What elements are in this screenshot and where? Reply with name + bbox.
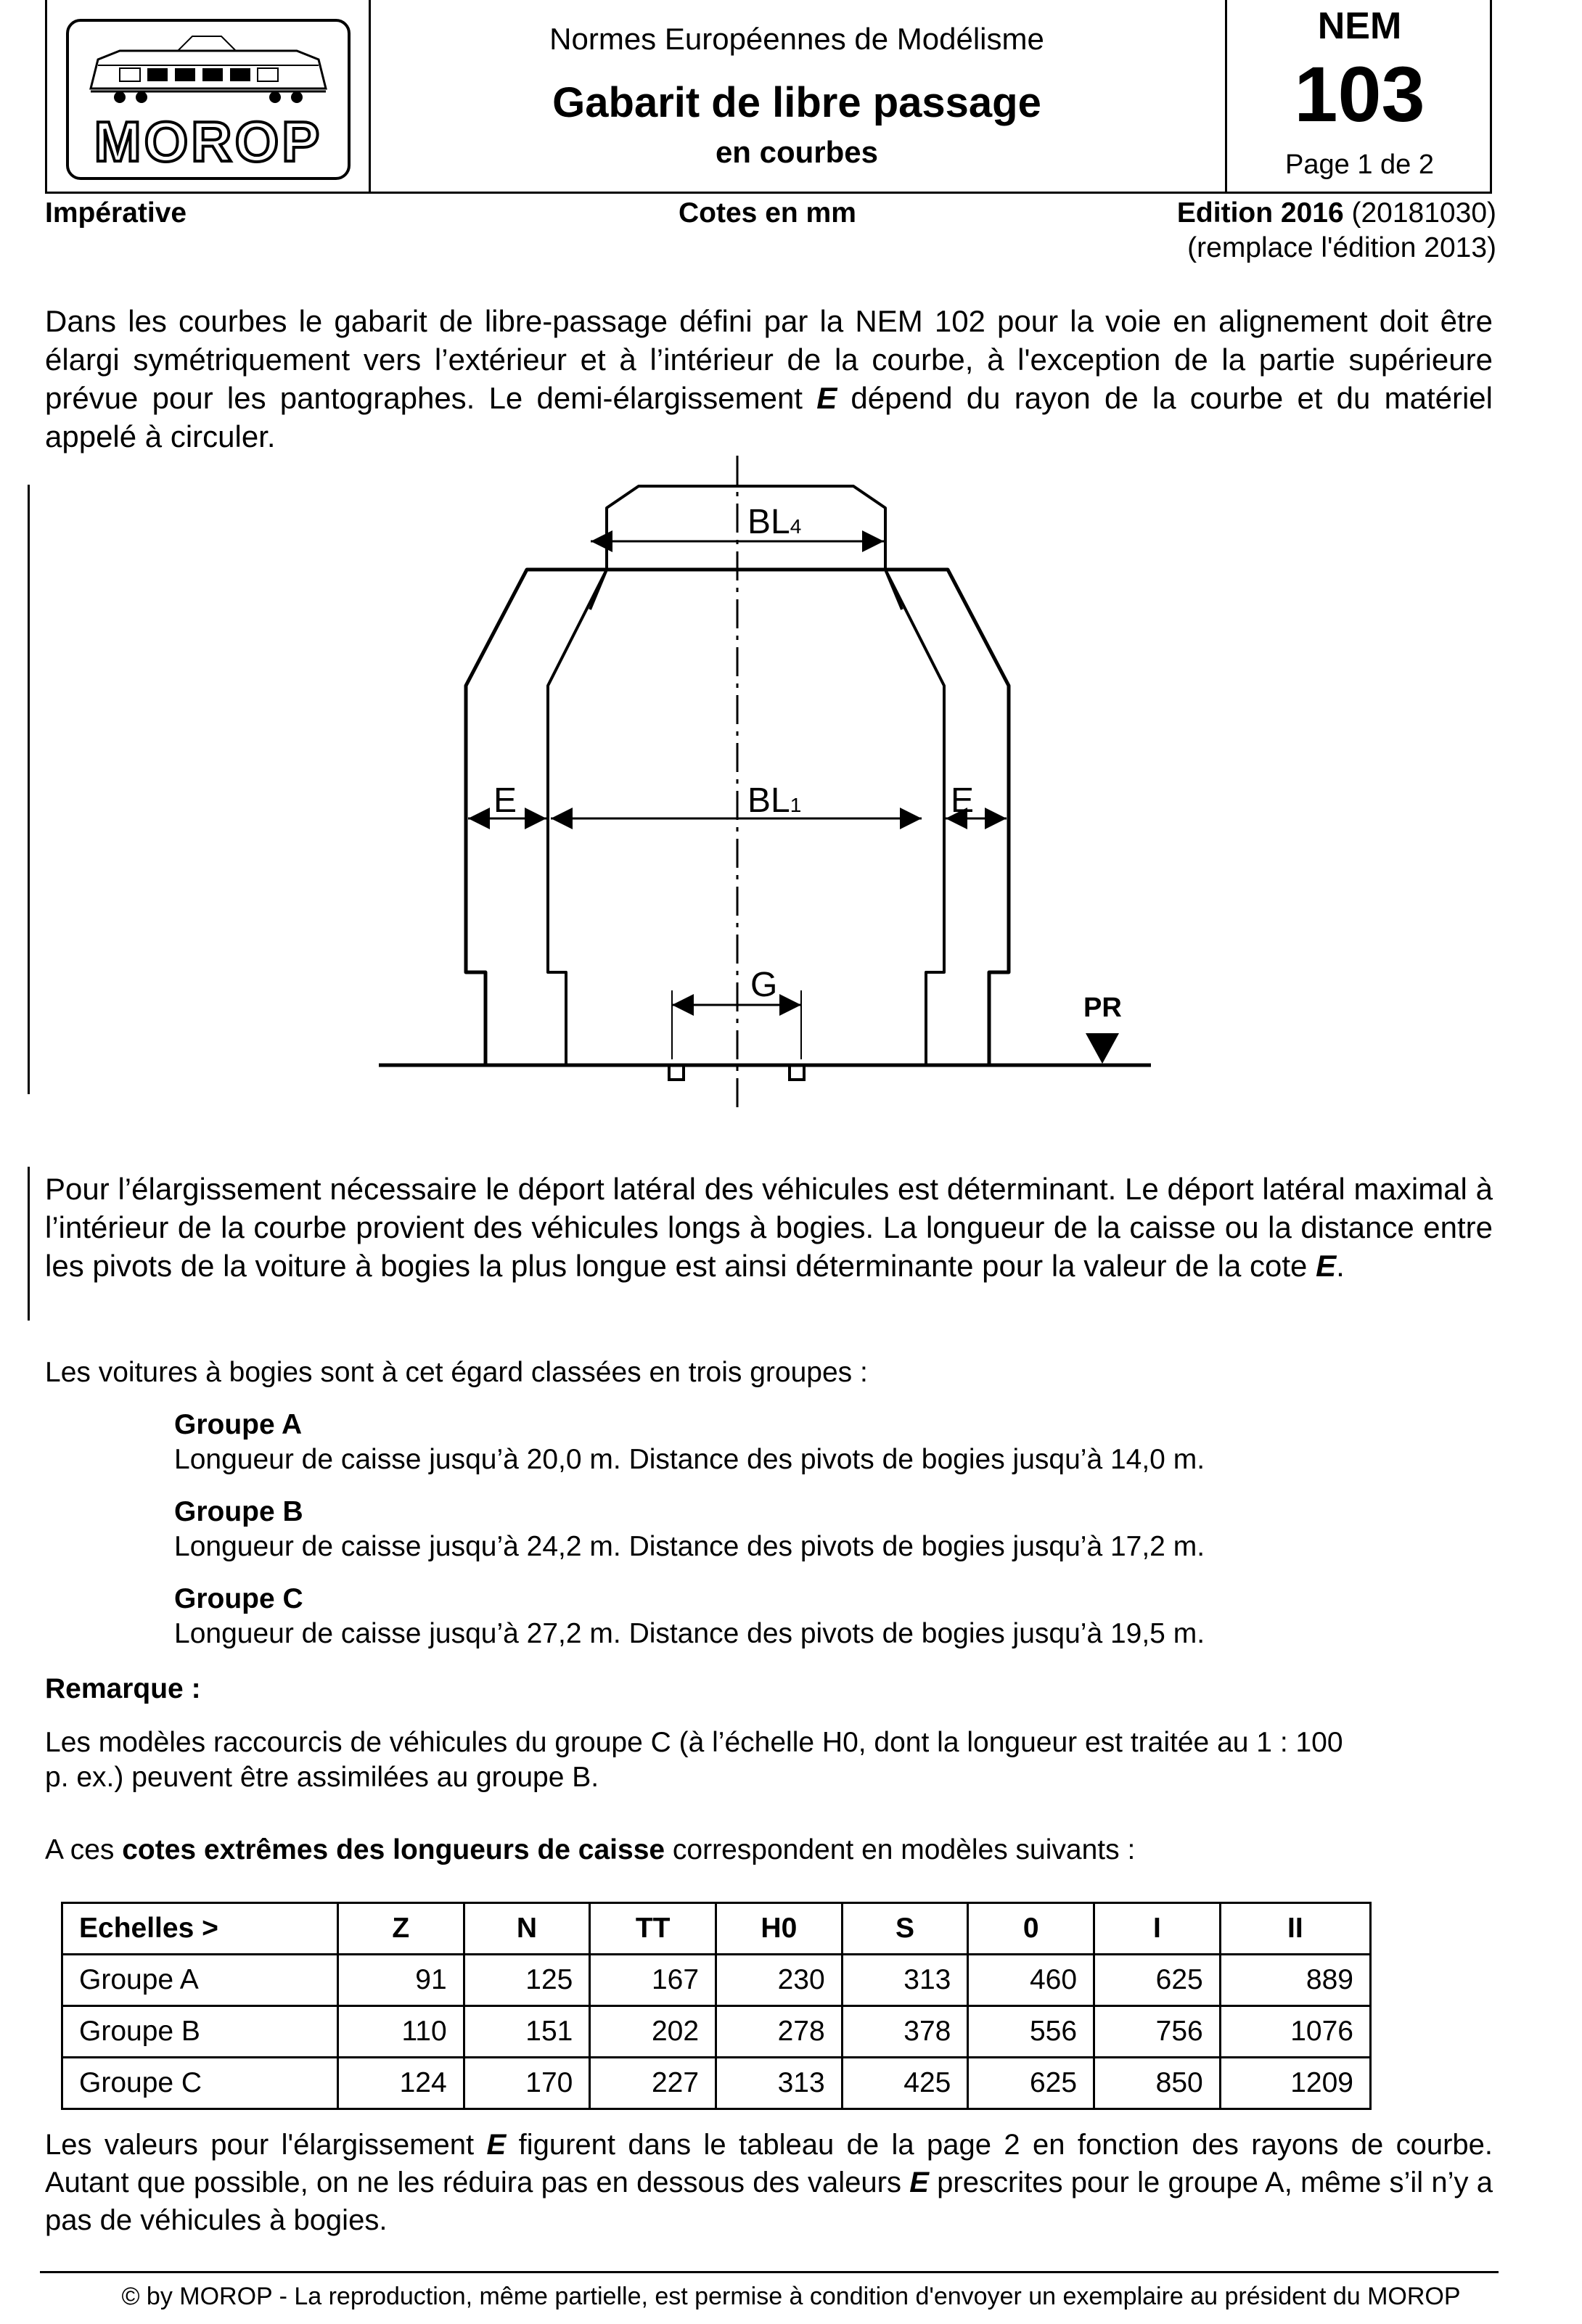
table-header-cell: I <box>1094 1903 1221 1955</box>
table-header-cell: N <box>464 1903 590 1955</box>
table-cell: 125 <box>464 1955 590 2006</box>
page-number: Page 1 de 2 <box>1285 149 1434 180</box>
remark-title: Remarque : <box>45 1673 201 1704</box>
group-name: Groupe A <box>174 1409 303 1440</box>
group-item <box>174 1582 1205 1651</box>
table-header-row <box>62 1903 1371 1955</box>
table-cell: 313 <box>716 2058 843 2109</box>
table-row <box>62 2006 1371 2058</box>
header-box <box>45 0 1492 194</box>
footer-divider <box>40 2271 1499 2273</box>
table-cell: 625 <box>968 2058 1094 2109</box>
edition-line <box>1177 197 1496 229</box>
table-cell: 230 <box>716 1955 843 2006</box>
pr-label: PR <box>1083 993 1122 1023</box>
e-left-label: E <box>493 781 517 820</box>
scales-table <box>61 1902 1372 2110</box>
change-bar <box>28 1167 30 1321</box>
bl1-label: BL1 <box>747 781 802 820</box>
table-cell: Groupe C <box>62 2058 338 2109</box>
table-cell: 460 <box>968 1955 1094 2006</box>
units-label: Cotes en mm <box>679 197 856 229</box>
table-cell: 278 <box>716 2006 843 2058</box>
table-cell: 1076 <box>1220 2006 1370 2058</box>
intro-paragraph: Dans les courbes le gabarit de libre-passage défini par la NEM 102 pour la voie en alignement doit être élargi symétriquement vers l’extérieur et à l’intérieur de la courbe, à l'exception de la partie supérieure prévue pour les pantographes. Le demi-élargissement E dépend du rayon de la courbe et du matériel appelé à circuler. <box>45 304 1493 453</box>
standard-code: NEM <box>1317 5 1402 47</box>
table-cell: 167 <box>590 1955 716 2006</box>
closing-paragraph: Les valeurs pour l'élargissement E figurent dans le tableau de la page 2 en fonction des rayons de courbe. Autant que possible, on ne les réduira pas en dessous des valeurs E prescrites pour le groupe A, même s’il n’y a pas de véhicules à bogies. <box>45 2129 1493 2236</box>
group-item <box>174 1408 1205 1477</box>
table-cell: 170 <box>464 2058 590 2109</box>
table-header-cell: S <box>842 1903 968 1955</box>
replaces-label: (remplace l'édition 2013) <box>1187 232 1496 263</box>
standard-number: 103 <box>1294 50 1425 138</box>
table-cell: Groupe A <box>62 1955 338 2006</box>
table-cell: 850 <box>1094 2058 1221 2109</box>
g-label: G <box>750 966 778 1004</box>
table-cell: 227 <box>590 2058 716 2109</box>
table-cell: 889 <box>1220 1955 1370 2006</box>
table-cell: 110 <box>338 2006 464 2058</box>
table-cell: 625 <box>1094 1955 1221 2006</box>
svg-text:MOROP: MOROP <box>94 110 323 173</box>
page-title: Gabarit de libre passage <box>552 79 1041 126</box>
table-cell: 756 <box>1094 2006 1221 2058</box>
table-cell: 124 <box>338 2058 464 2109</box>
edition-date: (20181030) <box>1351 197 1496 229</box>
status-label: Impérative <box>45 197 187 229</box>
table-header-cell: H0 <box>716 1903 843 1955</box>
edition-label: Edition 2016 <box>1176 197 1344 229</box>
table-cell: Groupe B <box>62 2006 338 2058</box>
pr-marker-icon <box>1086 1033 1119 1064</box>
table-cell: 425 <box>842 2058 968 2109</box>
lateral-paragraph: Pour l’élargissement nécessaire le déport latéral des véhicules est déterminant. Le déport latéral maximal à l’intérieur de la courbe provient des véhicules longs à bogies. La longueur de la caisse ou la distance entre les pivots de la voiture à bogies la plus longue est ainsi déterminante pour la valeur de la cote E. <box>45 1172 1493 1283</box>
page-subtitle: en courbes <box>715 135 879 169</box>
group-description: Longueur de caisse jusqu’à 24,2 m. Distance des pivots de bogies jusqu’à 17,2 m. <box>174 1531 1205 1562</box>
symbol-e: E <box>1316 1249 1337 1283</box>
table-cell: 556 <box>968 2006 1094 2058</box>
groups-intro: Les voitures à bogies sont à cet égard classées en trois groupes : <box>45 1357 868 1388</box>
table-cell: 378 <box>842 2006 968 2058</box>
table-cell: 151 <box>464 2006 590 2058</box>
group-name: Groupe C <box>174 1583 303 1614</box>
table-row <box>62 1955 1371 2006</box>
group-item <box>174 1495 1205 1564</box>
table-row <box>62 2058 1371 2109</box>
table-cell: 91 <box>338 1955 464 2006</box>
symbol-e: E <box>909 2167 929 2198</box>
group-name: Groupe B <box>174 1496 303 1527</box>
remark-text-line1: Les modèles raccourcis de véhicules du groupe C (à l’échelle H0, dont la longueur est traitée au 1 : 100 <box>45 1727 1343 1758</box>
table-cell: 202 <box>590 2006 716 2058</box>
table-cell: 313 <box>842 1955 968 2006</box>
e-right-label: E <box>951 781 975 820</box>
table-header-cell: Echelles > <box>62 1903 338 1955</box>
symbol-e: E <box>486 2129 507 2161</box>
footer-copyright: © by MOROP - La reproduction, même partielle, est permise à condition d'envoyer un exemplaire au président du MOROP <box>121 2283 1461 2310</box>
cotes-sentence: A ces cotes extrêmes des longueurs de caisse correspondent en modèles suivants : <box>45 1834 1136 1865</box>
locomotive-icon <box>69 22 348 177</box>
table-header-cell: TT <box>590 1903 716 1955</box>
morop-logo <box>66 19 351 180</box>
table-header-cell: II <box>1220 1903 1370 1955</box>
series-title: Normes Européennes de Modélisme <box>549 22 1044 56</box>
symbol-e: E <box>816 381 837 415</box>
group-description: Longueur de caisse jusqu’à 20,0 m. Distance des pivots de bogies jusqu’à 14,0 m. <box>174 1444 1205 1475</box>
table-header-cell: Z <box>338 1903 464 1955</box>
table-cell: 1209 <box>1220 2058 1370 2109</box>
bl4-label: BL4 <box>747 503 802 541</box>
table-header-cell: 0 <box>968 1903 1094 1955</box>
remark-text-line2: p. ex.) peuvent être assimilées au groupe B. <box>45 1762 599 1793</box>
group-description: Longueur de caisse jusqu’à 27,2 m. Distance des pivots de bogies jusqu’à 19,5 m. <box>174 1618 1205 1649</box>
